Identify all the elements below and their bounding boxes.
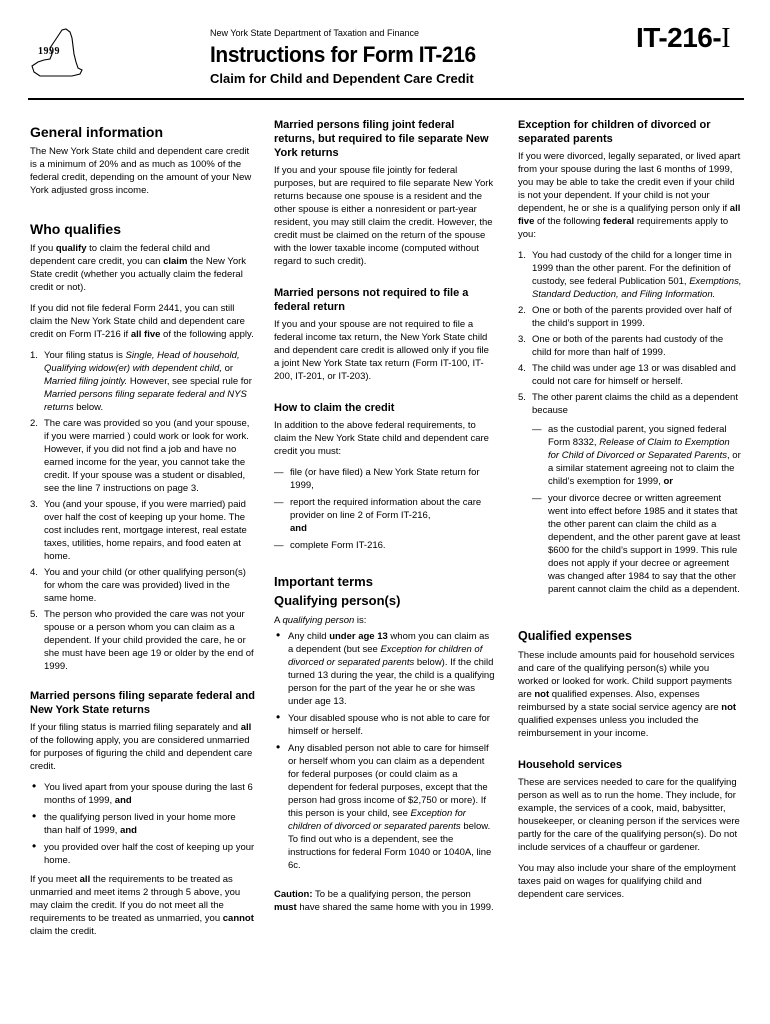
qualifying-person-list <box>274 630 496 872</box>
heading-qualified-expenses: Qualified expenses <box>518 629 632 643</box>
married-separate-text: If your filing status is married filing separately and all of the following apply, you are considered unmarried for purposes of figuring the child and dependent care credit. <box>30 722 253 772</box>
qualified-expenses-text: These include amounts paid for household services and care of the qualifying person(s) while you worked or looked for work. Child support payments are not qualified expenses. Also, expenses reimbursed by a state social service agency are not qualified expenses unless you included the reimbursement in your income. <box>518 650 737 739</box>
heading-exception-divorced: Exception for children of divorced or separated parents <box>518 119 711 145</box>
list-item: 1. Your filing status is Single, Head of household, Qualifying widow(er) with dependent child, or Married filing jointly. However, see special rule for Married persons filing separate federal and NYS returns below. <box>30 350 252 413</box>
list-item: • You lived apart from your spouse during the last 6 months of 1999, and <box>30 781 255 807</box>
who-qualifies-text-1: If you qualify to claim the federal child and dependent care credit, you can claim the New York State credit (whether you actually claim the federal credit or not). <box>30 243 247 293</box>
list-item: 3. One or both of the parents had custody of the child for more than half of 1999. <box>518 334 724 358</box>
who-qualifies-text-2: If you did not file federal Form 2441, you can still claim the New York State child and dependent care credit on Form IT-216 if all five of the following apply. <box>30 303 254 340</box>
page-title: Instructions for Form IT-216 <box>210 42 476 67</box>
list-item: 5. The other parent claims the child as a dependent because <box>518 392 738 416</box>
department-name: New York State Department of Taxation and Finance <box>210 28 419 38</box>
meet-requirements-text: If you meet all the requirements to be treated as unmarried and meet items 2 through 5 above, you may claim the credit. If you do not meet all the requirements to be treated as unmarried, you cannot claim the credit. <box>30 874 254 937</box>
other-parent-conditions-list <box>532 423 742 596</box>
column-2 <box>274 118 496 922</box>
form-number-main: IT-216- <box>636 22 722 53</box>
page-subtitle: Claim for Child and Dependent Care Credit <box>210 71 474 86</box>
exception-text: If you were divorced, legally separated, or lived apart from your spouse during the last 6 months of 1999, you may be able to take the credit even if your child is not your dependent. If your child is not your dependent, he or she is a qualifying person only if all five of the following federal requirements apply to you: <box>518 151 741 240</box>
header-rule <box>28 98 744 100</box>
list-item: — complete Form IT-216. <box>274 539 496 552</box>
heading-who-qualifies: Who qualifies <box>30 221 121 237</box>
heading-household-services: Household services <box>518 759 622 771</box>
claim-steps-list <box>274 466 496 552</box>
list-item: • Any disabled person not able to care for himself or herself whom you can claim as a dependent for federal purposes (or could claim as a dependent for federal purposes, except that the person had gross income of $2,750 or more). If this person is your child, see Exception for children of divorced or separated parents below. To find out who is a dependent, see the instructions for federal Form 1040 or 1040A, line 6c. <box>274 742 496 872</box>
qualifying-person-intro: A qualifying person is: <box>274 615 367 626</box>
column-1 <box>30 118 255 946</box>
list-item: — report the required information about the care provider on line 2 of Form IT-216, and <box>274 496 496 535</box>
list-item: 5. The person who provided the care was not your spouse or a person whom you can claim as a dependent. If your child provided the care, he or she must have been age 19 or older by the end of 1999. <box>30 609 254 672</box>
married-joint-text: If you and your spouse file jointly for federal purposes, but are required to file separate New York returns because one spouse is a resident and the other spouse is either a nonresident or part-year resident, you may still claim the credit. However, the credit must be claimed on the return of the spouse with the lower taxable income (computed without regard to such credit). <box>274 165 494 267</box>
not-required-text: If you and your spouse are not required to file a federal income tax return, the New York State child and dependent care credit is allowed only if you file a joint New York State tax return (Form IT-100, IT-200, IT-201, or IT-203). <box>274 319 489 382</box>
list-item: • you provided over half the cost of keeping up your home. <box>30 841 255 867</box>
list-item: — as the custodial parent, you signed federal Form 8332, Release of Claim to Exemption for Child of Divorced or Separated Parents, or a similar statement agreeing not to claim the child’s exemption for 1999, or <box>532 423 742 488</box>
form-number-suffix: I <box>721 23 731 54</box>
heading-not-required: Married persons not required to file a federal return <box>274 287 469 313</box>
list-item: 2. One or both of the parents provided over half of the child’s support in 1999. <box>518 305 732 329</box>
heading-general-information: General information <box>30 124 164 140</box>
list-item: • Any child under age 13 whom you can claim as a dependent (but see Exception for children of divorced or separated parents below). If the child turned 13 during the year, the child is a qualifying person for the part of the year he or she was under age 13. <box>274 630 496 708</box>
heading-married-separate: Married persons filing separate federal and New York State returns <box>30 690 255 716</box>
heading-important-terms: Important terms <box>274 574 373 589</box>
list-item: — your divorce decree or written agreement went into effect before 1985 and it states that the other parent can claim the child as a dependent, and the other parent gave at least $600 for the child’s support in 1999. This rule does not apply if your decree or agreement was changed after 1984 to say that the other parent cannot claim the child as a dependent. <box>532 492 742 596</box>
caution-text: Caution: To be a qualifying person, the person must have shared the same home with you in 1999. <box>274 889 494 913</box>
federal-requirements-list <box>518 249 742 417</box>
list-item: 3. You (and your spouse, if you were married) paid over half the cost of keeping up your home. The cost includes rent, mortgage interest, real estate taxes, utilities, home repairs, and food eaten at home. <box>30 499 247 562</box>
general-information-text: The New York State child and dependent care credit is a minimum of 20% and as much as 100% of the federal credit, depending on the amount of your New York adjusted gross income. <box>30 146 252 196</box>
column-3 <box>518 118 742 909</box>
heading-qualifying-persons: Qualifying person(s) <box>274 593 401 608</box>
heading-how-to-claim: How to claim the credit <box>274 402 395 414</box>
employment-taxes-text: You may also include your share of the employment taxes paid on wages for qualifying child and dependent care services. <box>518 863 736 900</box>
list-item: 4. The child was under age 13 or was disabled and could not care for himself or herself. <box>518 363 736 387</box>
requirements-list <box>30 349 255 673</box>
household-services-text: These are services needed to care for the qualifying person as well as to run the home. They include, for example, the services of a cook, maid, babysitter, housekeeper, or cleaning person if the services were partly for the care of the qualifying person(s). Do not include services of a chauffeur or gardener. <box>518 777 740 853</box>
list-item: • the qualifying person lived in your home more than half of 1999, and <box>30 811 255 837</box>
list-item: 4. You and your child (or other qualifying person(s) for whom the care was provided) lived in the same home. <box>30 567 246 604</box>
heading-married-joint: Married persons filing joint federal returns, but required to file separate New York returns <box>274 119 489 159</box>
list-item: 2. The care was provided so you (and your spouse, if you were married ) could work or look for work. However, if you did not find a job and have no earned income for the year, you cannot take the credit. If your spouse was a student or disabled, see the line 7 instructions on page 3. <box>30 418 250 494</box>
form-number <box>636 22 730 55</box>
how-to-claim-text: In addition to the above federal requirements, to claim the New York State child and dependent care credit you must: <box>274 420 489 457</box>
unmarried-conditions-list <box>30 781 255 867</box>
list-item: — file (or have filed) a New York State return for 1999, <box>274 466 496 492</box>
list-item: 1. You had custody of the child for a longer time in 1999 than the other parent. For the definition of custody, see federal Publication 501, Exemptions, Standard Deduction, and Filing Information. <box>518 250 742 300</box>
list-item: • Your disabled spouse who is not able to care for himself or herself. <box>274 712 496 738</box>
tax-year: 1999 <box>38 46 60 57</box>
